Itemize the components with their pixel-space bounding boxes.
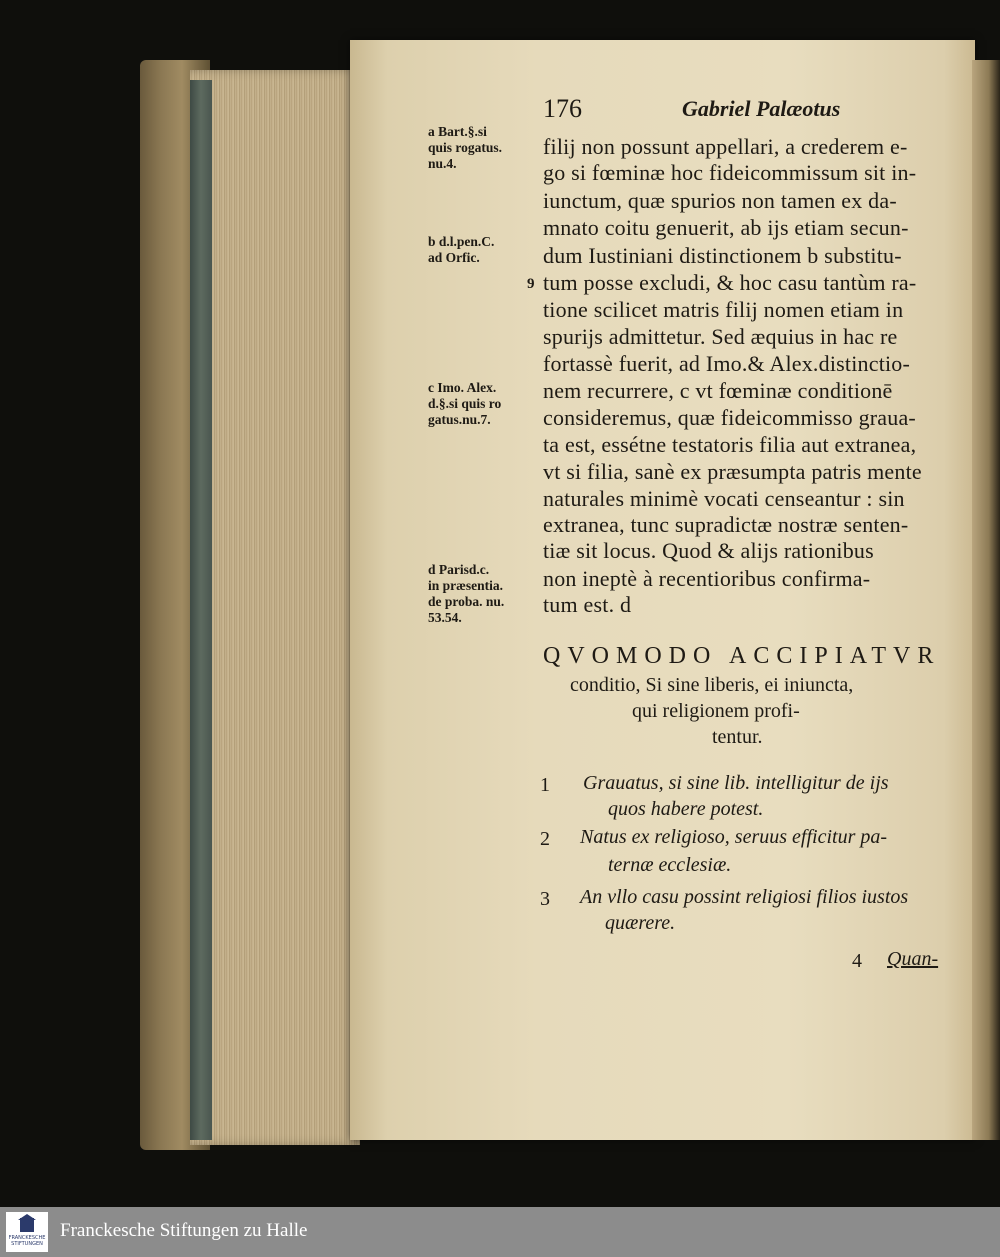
body-line: naturales minimè vocati censeantur : sin: [543, 486, 905, 511]
margin-note-a: a Bart.§.si quis rogatus. nu.4.: [428, 124, 503, 171]
summary-line: Grauatus, si sine lib. intelligitur de ijs: [583, 772, 889, 794]
footer-institution-name: Franckesche Stiftungen zu Halle: [60, 1220, 308, 1241]
section-title-caps: QVOMODO ACCIPIATVR: [543, 643, 941, 669]
margin-note-d: d Parisd.c. in præsentia. de proba. nu. 53.54.: [428, 562, 505, 625]
book-spine-edge: [190, 80, 212, 1140]
body-line: ta est, essétne testatoris filia aut extranea,: [543, 432, 917, 457]
page-edges: [190, 70, 360, 1145]
institution-logo[interactable]: [6, 1212, 48, 1252]
body-line: tiæ sit locus. Quod & alijs rationibus: [543, 538, 874, 563]
body-line: tum est. d: [543, 592, 632, 617]
section-title-line: tentur.: [712, 726, 763, 748]
body-line: dum Iustiniani distinctionem b substitu-: [543, 243, 902, 268]
body-line: extranea, tunc supradictæ nostræ senten-: [543, 512, 909, 537]
body-line: consideremus, quæ fideicommisso graua-: [543, 405, 916, 430]
facing-page-edge: [972, 60, 1000, 1140]
body-line: nem recurrere, c vt fœminæ conditionē: [543, 378, 893, 403]
body-line: filij non possunt appellari, a crederem e-: [543, 134, 908, 159]
body-line: tum posse excludi, & hoc casu tantùm ra-: [543, 270, 917, 295]
logo-building-icon: [20, 1218, 34, 1232]
margin-number-9: 9: [527, 276, 535, 292]
section-title-line: conditio, Si sine liberis, ei iniuncta,: [570, 674, 854, 696]
body-line: go si fœminæ hoc fideicommissum sit in-: [543, 160, 917, 185]
running-title: Gabriel Palæotus: [682, 96, 841, 121]
body-line: fortassè fuerit, ad Imo.& Alex.distinctio-: [543, 351, 911, 376]
logo-caption: FRANCKESCHE STIFTUNGEN: [8, 1235, 46, 1247]
body-line: spurijs admittetur. Sed æquius in hac re: [543, 324, 898, 349]
page-number: 176: [543, 94, 582, 123]
summary-line: Natus ex religioso, seruus efficitur pa-: [580, 826, 888, 848]
catchword: Quan-: [887, 948, 939, 970]
summary-line: ternæ ecclesiæ.: [608, 854, 732, 876]
body-line: iunctum, quæ spurios non tamen ex da-: [543, 188, 897, 213]
catchword-number: 4: [852, 950, 862, 972]
footer-bar: [0, 1207, 1000, 1257]
summary-line: quærere.: [605, 912, 676, 934]
body-line: vt si filia, sanè ex præsumpta patris mente: [543, 459, 922, 484]
section-title-line: qui religionem profi-: [632, 700, 800, 722]
margin-note-c: c Imo. Alex. d.§.si quis ro gatus.nu.7.: [428, 380, 502, 427]
body-line: mnato coitu genuerit, ab ijs etiam secun-: [543, 215, 909, 240]
margin-note-b: b d.l.pen.C. ad Orfic.: [428, 234, 495, 265]
body-line: non ineptè à recentioribus confirma-: [543, 566, 871, 591]
summary-number: 1: [540, 774, 550, 796]
summary-number: 2: [540, 828, 550, 850]
body-line: tione scilicet matris filij nomen etiam in: [543, 297, 904, 322]
summary-line: An vllo casu possint religiosi filios iustos: [580, 886, 909, 908]
summary-number: 3: [540, 888, 550, 910]
summary-line: quos habere potest.: [608, 798, 764, 820]
